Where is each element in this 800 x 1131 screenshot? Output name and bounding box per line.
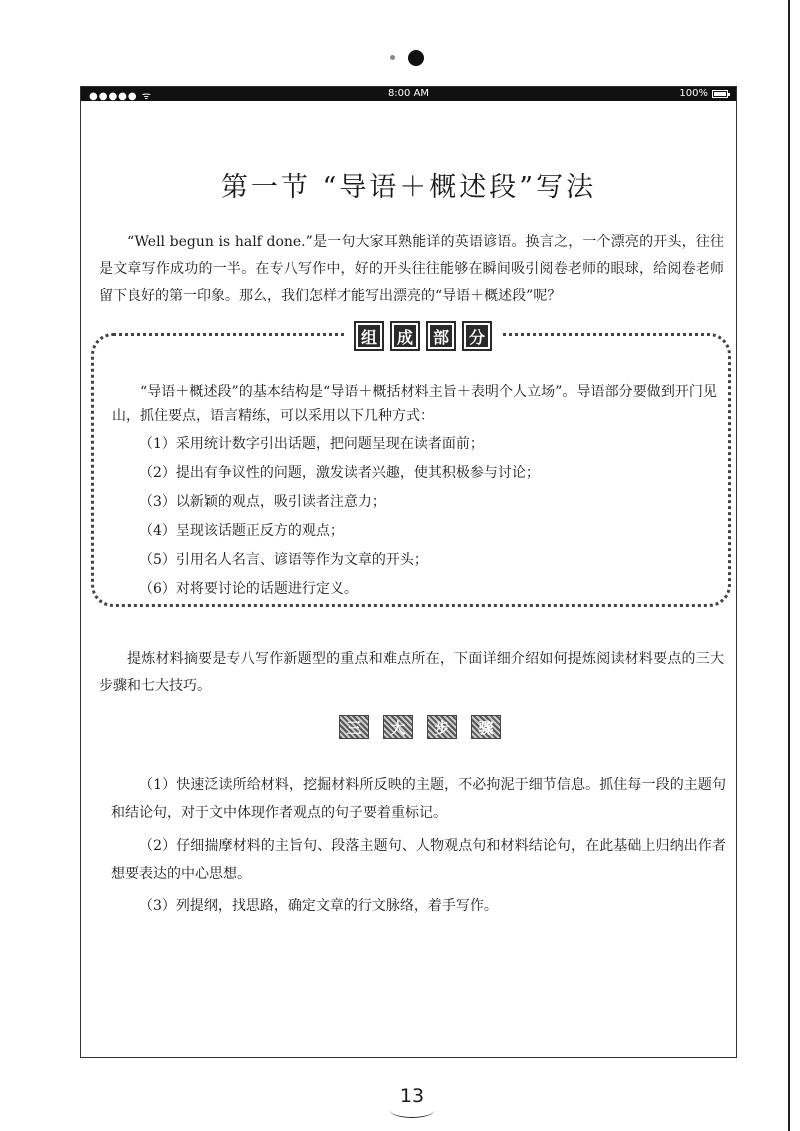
list-item: （4）呈现该话题正反方的观点；: [139, 523, 344, 539]
signal-indicator: ●●●●● ᯤ: [89, 91, 152, 102]
heading-char: 组: [354, 321, 384, 351]
list-item: （3）以新颖的观点，吸引读者注意力；: [139, 494, 386, 510]
step-paragraph: （1）快速泛读所给材料，挖掘材料所反映的主题，不必拘泥于细节信息。抓住每一段的主题句和结论句，对于文中体现作者观点的句子要着重标记。: [111, 777, 726, 821]
heading-char: 骤: [471, 715, 501, 739]
status-bar: [81, 87, 736, 101]
box-lead-paragraph: “导语＋概述段”的基本结构是“导语＋概括材料主旨＋表明个人立场”。导语部分要做到开门见山，抓住要点，语言精练，可以采用以下几种方式：: [112, 384, 717, 424]
page-number: 13: [386, 1078, 438, 1118]
list-item: （2）提出有争议性的问题，激发读者兴趣，使其积极参与讨论；: [139, 465, 540, 481]
battery-percent: 100%: [679, 88, 708, 99]
intro-paragraph: “Well begun is half done.”是一句大家耳熟能详的英语谚语。换言之，一个漂亮的开头，往往是文章写作成功的一半。在专八写作中，好的开头往往能够在瞬间吸引阅卷老师的眼球，给阅卷老师留下良好的第一印象。那么，我们怎样才能写出漂亮的“导语＋概述段”呢？: [99, 234, 724, 304]
steps-heading: [339, 715, 501, 739]
heading-char: 分: [462, 321, 492, 351]
page-edge-line: [788, 0, 790, 1131]
list-item: （5）引用名人名言、谚语等作为文章的开头；: [139, 552, 428, 568]
box-heading: [344, 321, 502, 351]
heading-char: 部: [426, 321, 456, 351]
composition-box: [91, 327, 731, 607]
battery-icon: [712, 90, 728, 98]
heading-char: 步: [427, 715, 457, 739]
camera-icon: [408, 50, 424, 66]
heading-char: 成: [390, 321, 420, 351]
method-list: [139, 430, 540, 604]
speaker-dot-icon: [390, 55, 395, 60]
status-time: 8:00 AM: [387, 88, 430, 99]
step-paragraph: （3）列提纲，找思路，确定文章的行文脉络，着手写作。: [139, 898, 498, 914]
list-item: （6）对将要讨论的话题进行定义。: [139, 581, 358, 597]
section-title: 第一节 “导语＋概述段”写法: [220, 172, 597, 204]
step-paragraph: （2）仔细揣摩材料的主旨句、段落主题句、人物观点句和材料结论句，在此基础上归纳出作者想要表达的中心思想。: [111, 838, 726, 882]
device-screen: [80, 86, 737, 1058]
heading-char: 大: [383, 715, 413, 739]
list-item: （1）采用统计数字引出话题，把问题呈现在读者面前；: [139, 436, 484, 452]
summary-paragraph: 提炼材料摘要是专八写作新题型的重点和难点所在，下面详细介绍如何提炼阅读材料要点的三大步骤和七大技巧。: [99, 651, 724, 694]
heading-char: 三: [339, 715, 369, 739]
battery-status: [679, 88, 728, 99]
